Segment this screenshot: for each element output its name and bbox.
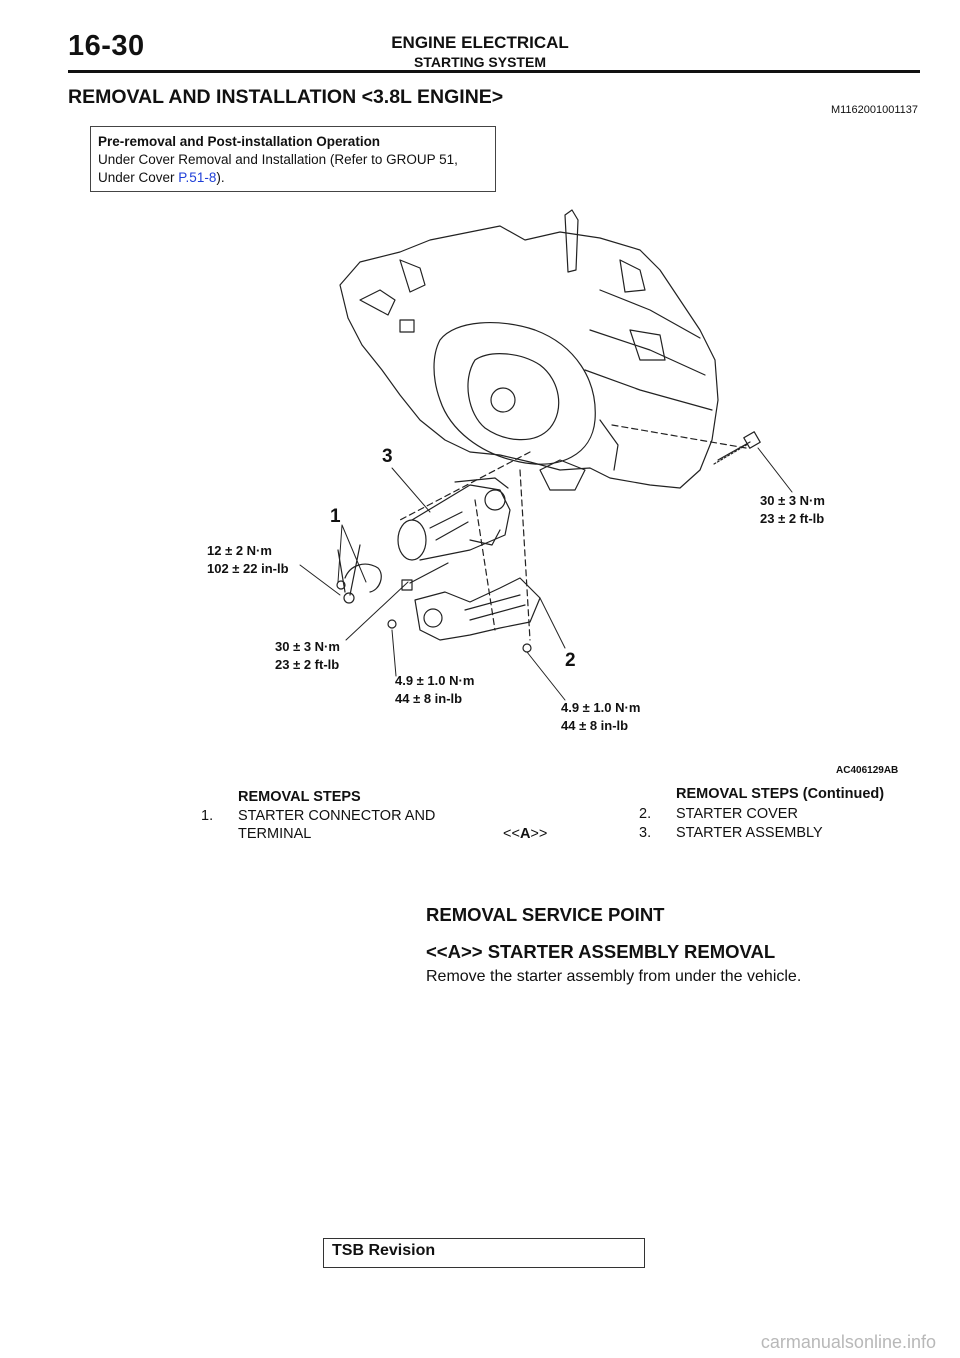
starter-cover	[388, 470, 540, 652]
callout-1: 1	[330, 506, 341, 527]
callout-2: 2	[565, 650, 576, 671]
step-2-number: 2.	[639, 806, 652, 822]
group-51-link[interactable]: P.51-8	[178, 170, 217, 185]
torque-upper-right-metric: 30 ± 3 N·m	[760, 493, 825, 508]
marker-suffix: >>	[530, 826, 548, 842]
transaxle-illustration	[340, 210, 718, 490]
callout-3: 3	[382, 446, 393, 467]
torque-starter-bolt-imperial: 23 ± 2 ft-lb	[275, 657, 340, 672]
removal-service-point-heading: REMOVAL SERVICE POINT	[426, 904, 665, 925]
torque-upper-right-imperial: 23 ± 2 ft-lb	[760, 511, 825, 526]
service-point-body: Remove the starter assembly from under the vehicle.	[426, 968, 802, 985]
marker-letter: A	[519, 826, 531, 842]
mounting-bolt-upper	[714, 432, 760, 464]
torque-starter-bolt-metric: 30 ± 3 N·m	[275, 639, 340, 654]
starter-removal-diagram	[185, 200, 905, 780]
pre-removal-line2-prefix: Under Cover	[98, 170, 179, 185]
marker-prefix: <<	[503, 826, 520, 842]
pre-removal-heading: Pre-removal and Post-installation Operation	[98, 134, 381, 149]
watermark: carmanualsonline.info	[760, 1332, 936, 1352]
figure-code: AC406129AB	[836, 765, 899, 776]
subsection-title: STARTING SYSTEM	[414, 54, 546, 70]
pre-removal-box	[90, 126, 496, 192]
leader-lines	[300, 448, 792, 700]
starter-assembly-removal-heading: <<A>> STARTER ASSEMBLY REMOVAL	[426, 941, 776, 962]
torque-connector-imperial: 102 ± 22 in-lb	[207, 561, 289, 576]
starter-connector	[337, 545, 381, 603]
step-3-text: STARTER ASSEMBLY	[676, 825, 823, 841]
procedure-code: M1162001001137	[830, 104, 918, 116]
section-title: ENGINE ELECTRICAL	[391, 33, 569, 52]
torque-cover-nut-imperial: 44 ± 8 in-lb	[395, 691, 463, 706]
torque-cover-bolt-metric: 4.9 ± 1.0 N·m	[561, 700, 641, 715]
starter-bolt	[402, 563, 448, 590]
header-rule	[68, 70, 920, 73]
step-1-text-line2: TERMINAL	[238, 826, 312, 842]
torque-connector-metric: 12 ± 2 N·m	[207, 543, 272, 558]
step-1-number: 1.	[201, 808, 214, 824]
removal-steps-continued-heading: REMOVAL STEPS (Continued)	[676, 786, 885, 802]
torque-cover-bolt-imperial: 44 ± 8 in-lb	[561, 718, 629, 733]
torque-cover-nut-metric: 4.9 ± 1.0 N·m	[395, 673, 475, 688]
step-3-number: 3.	[639, 825, 652, 841]
tsb-revision-box: TSB Revision	[323, 1238, 645, 1268]
pre-removal-line2-suffix: ).	[216, 170, 225, 185]
removal-steps-heading: REMOVAL STEPS	[238, 789, 361, 805]
step-2-text: STARTER COVER	[676, 806, 798, 822]
service-point-marker	[503, 825, 547, 843]
page-number: 16-30	[68, 30, 145, 62]
procedure-title: REMOVAL AND INSTALLATION <3.8L ENGINE>	[68, 86, 504, 108]
pre-removal-line2	[98, 169, 488, 187]
step-1-text-line1: STARTER CONNECTOR AND	[238, 808, 436, 824]
starter-assembly	[398, 478, 510, 560]
pre-removal-line1: Under Cover Removal and Installation (Refer to GROUP 51,	[98, 152, 458, 167]
